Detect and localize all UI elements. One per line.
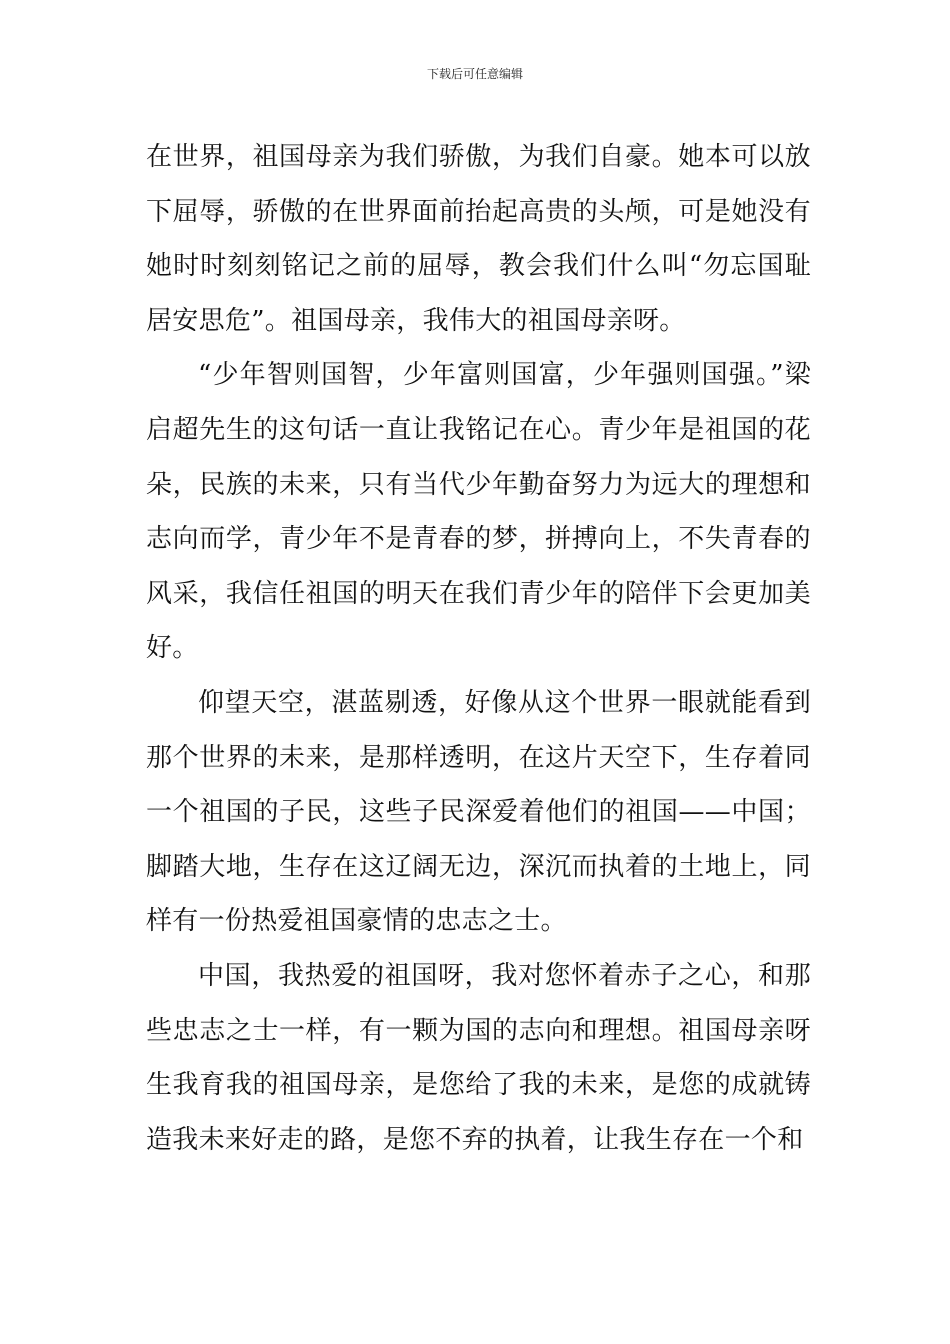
document-body (146, 130, 811, 1167)
paragraph-1: 在世界，祖国母亲为我们骄傲，为我们自豪。她本可以放下屈辱，骄傲的在世界面前抬起高贵的头颅，可是她没有她时时刻刻铭记之前的屈辱，教会我们什么叫“勿忘国耻居安思危”。祖国母亲，我伟大的祖国母亲呀。 (146, 142, 811, 336)
paragraph-2: “少年智则国智，少年富则国富，少年强则国强。”梁启超先生的这句话一直让我铭记在心。青少年是祖国的花朵，民族的未来，只有当代少年勤奋努力为远大的理想和志向而学，青少年不是青春的梦，拼搏向上，不失青春的风采，我信任祖国的明天在我们青少年的陪伴下会更加美好。 (146, 360, 811, 664)
paragraph-3: 仰望天空，湛蓝剔透，好像从这个世界一眼就能看到那个世界的未来，是那样透明，在这片天空下，生存着同一个祖国的子民，这些子民深爱着他们的祖国——中国；脚踏大地，生存在这辽阔无边，深沉而执着的土地上，同样有一份热爱祖国豪情的忠志之士。 (146, 687, 811, 937)
paragraph-4: 中国，我热爱的祖国呀，我对您怀着赤子之心，和那些忠志之士一样，有一颗为国的志向和理想。祖国母亲呀生我育我的祖国母亲，是您给了我的未来，是您的成就铸造我未来好走的路，是您不弃的执着，让我生存在一个和 (146, 960, 811, 1155)
page-header: 下载后可任意编辑 (426, 67, 523, 81)
